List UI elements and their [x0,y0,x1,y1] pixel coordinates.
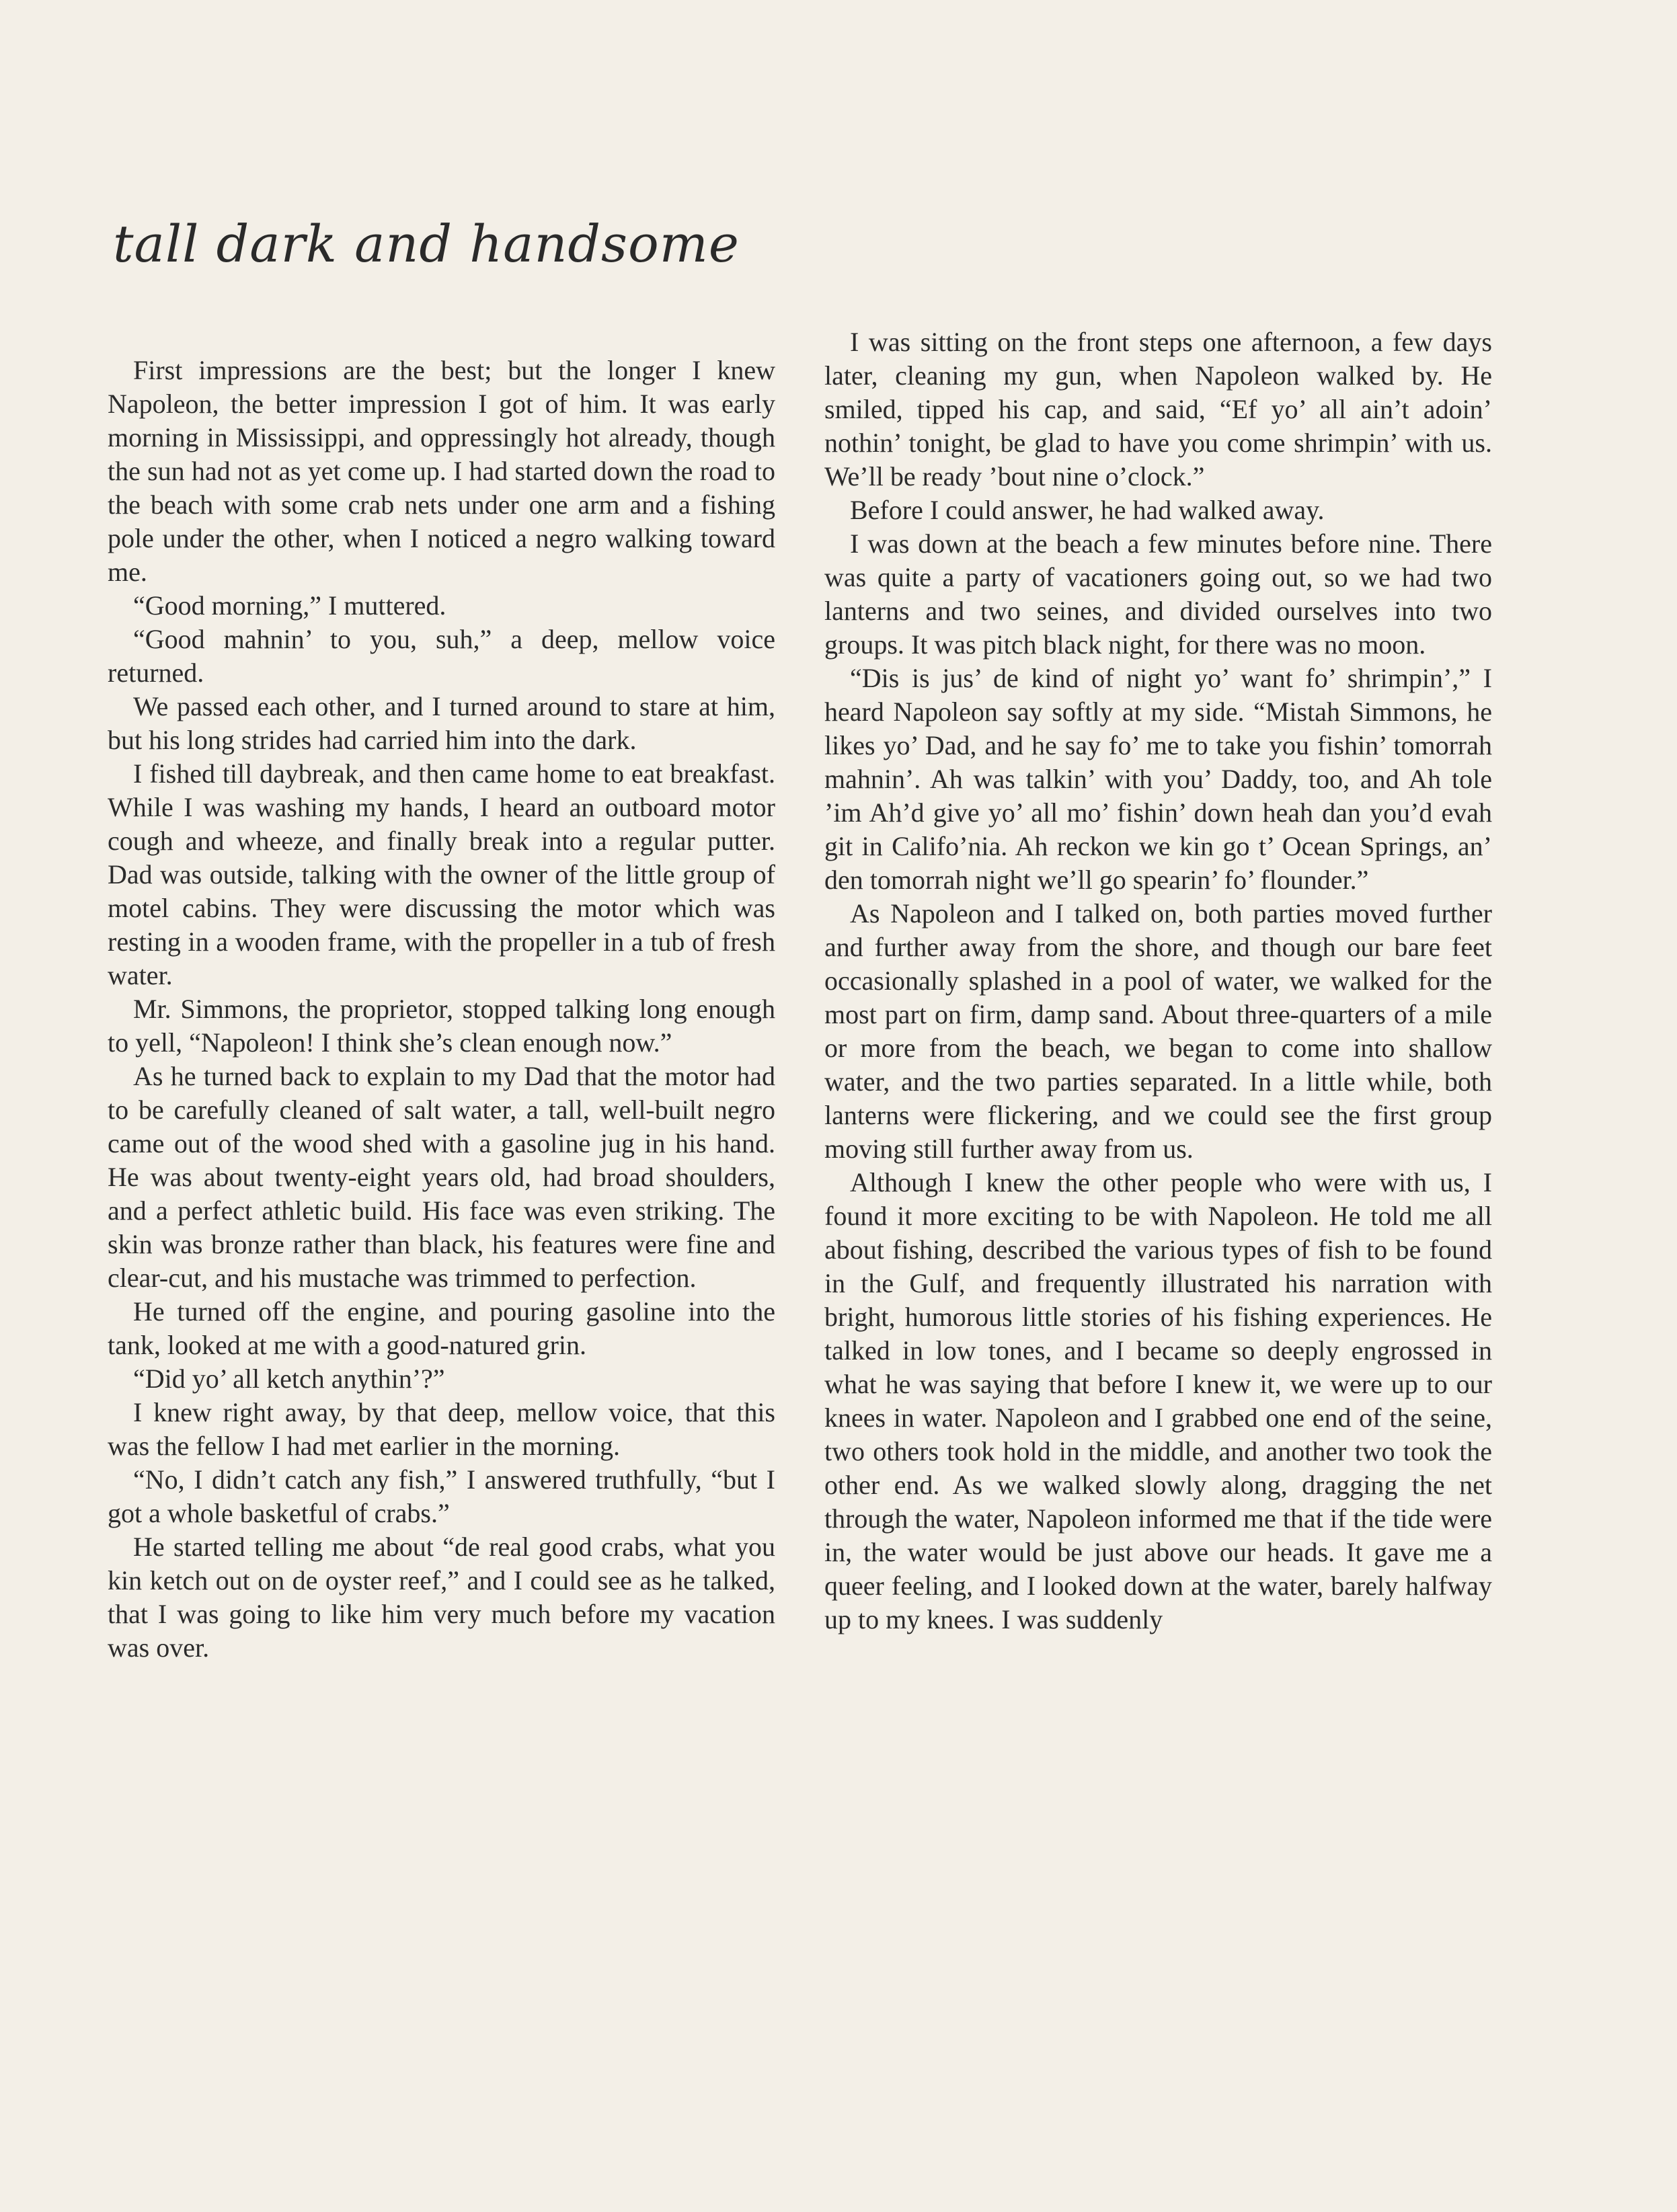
paragraph: Although I knew the other people who were with us, I found it more exciting to be with Napoleon. He told me all about fishing, described the various types of fish to be found in the Gulf, and frequently illustrated his narration with bright, humorous little stories of his fishing experiences. He talked in low tones, and I became so deeply engrossed in what he was saying that before I knew it, we were up to our knees in water. Napoleon and I grabbed one end of the seine, two others took hold in the middle, and another two took the other end. As we walked slowly along, dragging the net through the water, Napoleon informed me that if the tide were in, the water would be just above our heads. It gave me a queer feeling, and I looked down at the water, barely halfway up to my knees. I was suddenly [824,1167,1492,1634]
paragraph: “Good mahnin’ to you, suh,” a deep, mellow voice returned. [108,624,775,688]
paragraph: We passed each other, and I turned around to stare at him, but his long strides had carried him into the dark. [108,691,775,755]
paragraph: I was sitting on the front steps one afternoon, a few days later, cleaning my gun, when Napoleon walked by. He smiled, tipped his cap, and said, “Ef yo’ all ain’t adoin’ nothin’ tonight, be glad to have you come shrimpin’ with us. We’ll be ready ’bout nine o’clock.” [824,327,1492,491]
paragraph: As he turned back to explain to my Dad that the motor had to be carefully cleaned of salt water, a tall, well-built negro came out of the wood shed with a gasoline jug in his hand. He was about twenty-eight years old, had broad shoulders, and a perfect athletic build. His face was even striking. The skin was bronze rather than black, his features were fine and clear-cut, and his mustache was trimmed to perfection. [108,1061,775,1293]
paragraph: First impressions are the best; but the longer I knew Napoleon, the better impression I got of him. It was early morning in Mississippi, and oppressingly hot already, though the sun had not as yet come up. I had started down the road to the beach with some crab nets under one arm and a fishing pole under the other, when I noticed a negro walking toward me. [108,355,775,587]
article-title: tall dark and handsome [113,214,740,274]
paragraph: “Dis is jus’ de kind of night yo’ want fo’ shrimpin’,” I heard Napoleon say softly at my side. “Mistah Simmons, he likes yo’ Dad, and he say fo’ me to take you fishin’ tomorrah mahnin’. Ah was talkin’ with you’ Daddy, too, and Ah tole ’im Ah’d give yo’ all mo’ fishin’ down heah dan you’d evah git in Califo’nia. Ah reckon we kin go t’ Ocean Springs, an’ den tomorrah night we’ll go spearin’ fo’ flounder.” [824,663,1492,895]
paragraph: He turned off the engine, and pouring gasoline into the tank, looked at me with a good-natured grin. [108,1296,775,1360]
left-column [108,354,775,1665]
paragraph: I was down at the beach a few minutes before nine. There was quite a party of vacationers going out, so we had two lanterns and two seines, and divided ourselves into two groups. It was pitch black night, for there was no moon. [824,528,1492,660]
paragraph: “No, I didn’t catch any fish,” I answered truthfully, “but I got a whole basketful of crabs.” [108,1464,775,1528]
paragraph: I knew right away, by that deep, mellow voice, that this was the fellow I had met earlier in the morning. [108,1397,775,1461]
paragraph: As Napoleon and I talked on, both parties moved further and further away from the shore, and though our bare feet occasionally splashed in a pool of water, we walked for the most part on firm, damp sand. About three-quarters of a mile or more from the beach, we began to come into shallow water, and the two parties separated. In a little while, both lanterns were flickering, and we could see the first group moving still further away from us. [824,898,1492,1164]
paragraph: I fished till daybreak, and then came home to eat breakfast. While I was washing my hands, I heard an outboard motor cough and wheeze, and finally break into a regular putter. Dad was outside, talking with the owner of the little group of motel cabins. They were discussing the motor which was resting in a wooden frame, with the propeller in a tub of fresh water. [108,758,775,990]
right-column [824,325,1492,1636]
paragraph: “Did yo’ all ketch anythin’?” [133,1364,445,1394]
paragraph: “Good morning,” I muttered. [133,590,446,621]
paragraph: Mr. Simmons, the proprietor, stopped talking long enough to yell, “Napoleon! I think she’s clean enough now.” [108,994,775,1058]
paragraph: Before I could answer, he had walked away. [850,495,1325,525]
paragraph: He started telling me about “de real good crabs, what you kin ketch out on de oyster reef,” and I could see as he talked, that I was going to like him very much before my vacation was over. [108,1532,775,1663]
